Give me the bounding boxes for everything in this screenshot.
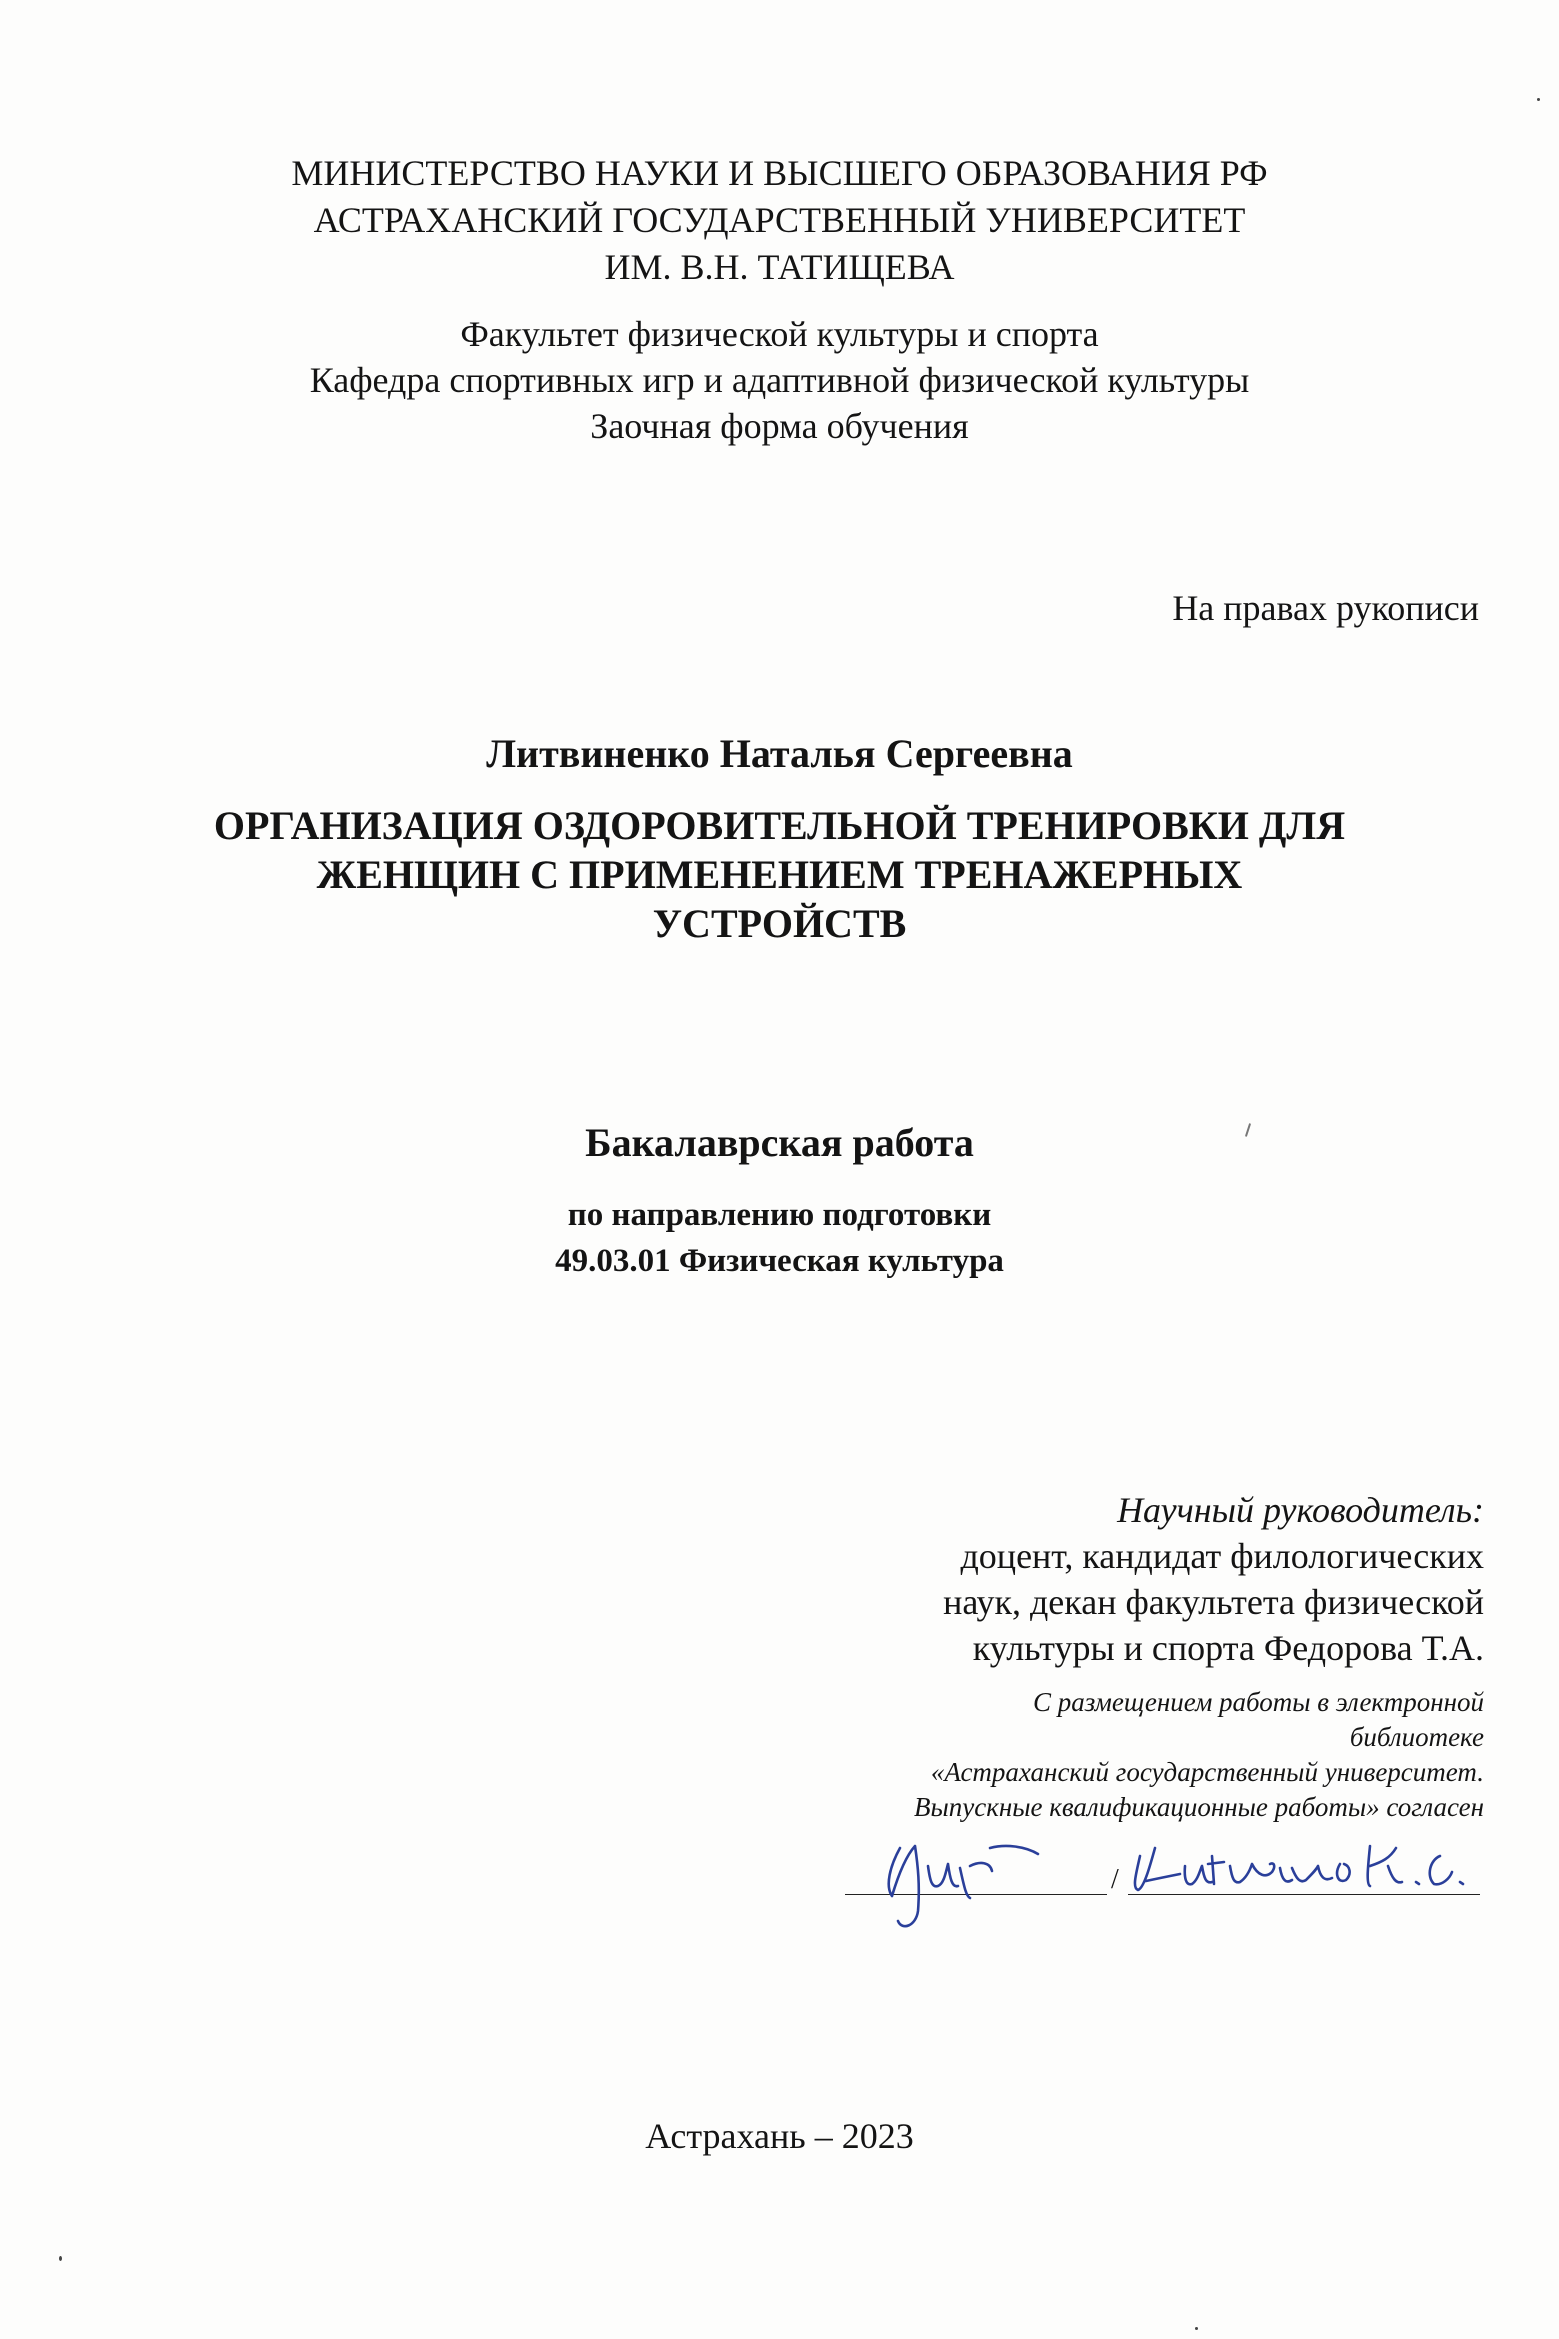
consent-line: библиотеке — [1349, 1722, 1484, 1752]
university-name-line: ИМ. В.Н. ТАТИЩЕВА — [604, 247, 955, 287]
faculty-line: Факультет физической культуры и спорта — [460, 314, 1099, 354]
faculty-info — [0, 311, 1559, 449]
supervisor-role: Научный руководитель: — [1117, 1490, 1484, 1530]
title-line: ЖЕНЩИН С ПРИМЕНЕНИЕМ ТРЕНАЖЕРНЫХ — [316, 852, 1243, 897]
supervisor-line: наук, декан факультета физической — [943, 1582, 1484, 1622]
supervisor-line: культуры и спорта Федорова Т.А. — [972, 1628, 1484, 1668]
signature-area — [840, 1826, 1485, 1936]
direction-code: 49.03.01 Физическая культура — [555, 1243, 1004, 1279]
work-type: Бакалаврская работа — [585, 1120, 974, 1165]
thesis-title — [0, 801, 1559, 948]
paper-speck — [1537, 98, 1540, 101]
supervisor-block — [943, 1487, 1484, 1671]
consent-line: Выпускные квалификационные работы» согласен — [913, 1792, 1484, 1822]
consent-line: «Астраханский государственный университет. — [930, 1757, 1484, 1787]
university-line: АСТРАХАНСКИЙ ГОСУДАРСТВЕННЫЙ УНИВЕРСИТЕТ — [313, 200, 1246, 240]
paper-speck — [59, 2256, 62, 2261]
city-year: Астрахань – 2023 — [645, 2116, 914, 2156]
study-direction — [0, 1192, 1559, 1284]
handwritten-signatures — [840, 1826, 1485, 1936]
paper-speck — [1195, 2327, 1198, 2330]
consent-line: С размещением работы в электронной — [1032, 1687, 1484, 1717]
ministry-line: МИНИСТЕРСТВО НАУКИ И ВЫСШЕГО ОБРАЗОВАНИЯ РФ — [291, 153, 1268, 193]
author-name: Литвиненко Наталья Сергеевна — [486, 731, 1073, 776]
department-line: Кафедра спортивных игр и адаптивной физической культуры — [309, 360, 1250, 400]
signature-separator: / — [1111, 1864, 1119, 1895]
consent-statement — [914, 1685, 1484, 1825]
supervisor-signature — [889, 1846, 1038, 1926]
student-signature — [1135, 1846, 1463, 1890]
manuscript-note: На правах рукописи — [1172, 588, 1479, 628]
title-line: ОРГАНИЗАЦИЯ ОЗДОРОВИТЕЛЬНОЙ ТРЕНИРОВКИ ДЛЯ — [213, 803, 1346, 848]
ministry-header — [0, 150, 1559, 291]
direction-label: по направлению подготовки — [567, 1197, 992, 1233]
study-form-line: Заочная форма обучения — [590, 406, 969, 446]
title-line: УСТРОЙСТВ — [652, 901, 907, 946]
supervisor-line: доцент, кандидат филологических — [960, 1536, 1484, 1576]
